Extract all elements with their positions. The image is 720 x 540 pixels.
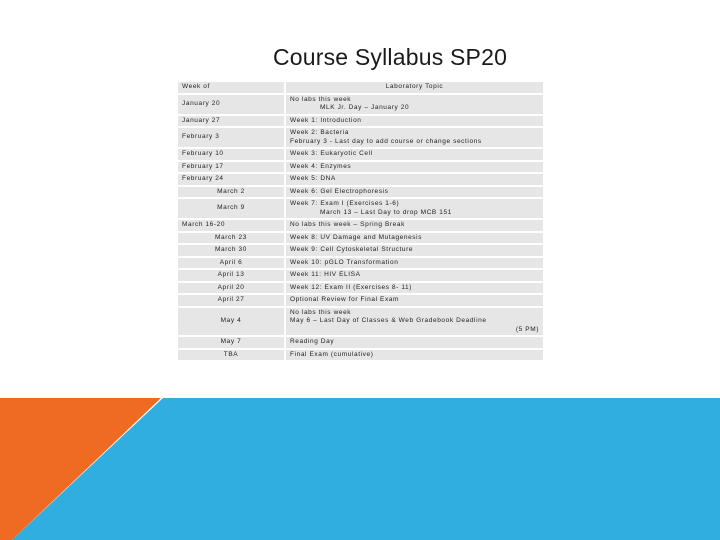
week-cell: May 7 bbox=[178, 337, 284, 348]
table-row bbox=[178, 128, 543, 147]
table-row bbox=[178, 308, 543, 336]
topic-cell: Week 8: UV Damage and Mutagenesis bbox=[286, 233, 543, 244]
table-row bbox=[178, 245, 543, 256]
topic-line: February 3 - Last day to add course or change sections bbox=[290, 137, 482, 145]
table-row bbox=[178, 95, 543, 114]
table-row bbox=[178, 233, 543, 244]
table-row bbox=[178, 174, 543, 185]
topic-cell: Week 3: Eukaryotic Cell bbox=[286, 149, 543, 160]
topic-cell: Final Exam (cumulative) bbox=[286, 350, 543, 361]
table-row bbox=[178, 220, 543, 231]
topic-line: (5 PM) bbox=[515, 325, 539, 333]
page-title: Course Syllabus SP20 bbox=[272, 44, 508, 70]
topic-cell: Week 1: Introduction bbox=[286, 116, 543, 127]
week-cell: January 20 bbox=[178, 95, 284, 114]
table-row bbox=[178, 270, 543, 281]
topic-cell: No labs this week – Spring Break bbox=[286, 220, 543, 231]
week-cell: April 27 bbox=[178, 295, 284, 306]
week-cell: February 24 bbox=[178, 174, 284, 185]
topic-cell: Reading Day bbox=[286, 337, 543, 348]
table-row bbox=[178, 187, 543, 198]
topic-line: March 13 – Last Day to drop MCB 151 bbox=[320, 208, 452, 216]
table-row bbox=[178, 149, 543, 160]
week-cell: TBA bbox=[178, 350, 284, 361]
week-cell: April 6 bbox=[178, 258, 284, 269]
topic-cell bbox=[286, 95, 543, 114]
table-row bbox=[178, 258, 543, 269]
week-cell: March 30 bbox=[178, 245, 284, 256]
topic-cell bbox=[286, 128, 543, 147]
topic-cell: Week 5: DNA bbox=[286, 174, 543, 185]
week-cell: April 13 bbox=[178, 270, 284, 281]
topic-cell bbox=[286, 308, 543, 336]
table-row bbox=[178, 116, 543, 127]
week-cell: March 16-20 bbox=[178, 220, 284, 231]
topic-line: No labs this week bbox=[290, 308, 352, 316]
week-cell: March 2 bbox=[178, 187, 284, 198]
topic-cell: Optional Review for Final Exam bbox=[286, 295, 543, 306]
topic-cell: Week 4: Enzymes bbox=[286, 162, 543, 173]
topic-cell: Week 12: Exam II (Exercises 8- 11) bbox=[286, 283, 543, 294]
table-row bbox=[178, 283, 543, 294]
week-cell: February 17 bbox=[178, 162, 284, 173]
week-cell: March 23 bbox=[178, 233, 284, 244]
syllabus-table bbox=[176, 80, 545, 362]
topic-cell: Week 9: Cell Cytoskeletal Structure bbox=[286, 245, 543, 256]
topic-line: May 6 – Last Day of Classes & Web Gradebook Deadline bbox=[290, 317, 487, 324]
table-row bbox=[178, 295, 543, 306]
table-row bbox=[178, 162, 543, 173]
table-row bbox=[178, 199, 543, 218]
table-header-row bbox=[178, 82, 543, 93]
topic-line: Week 2: Bacteria bbox=[290, 129, 349, 136]
topic-cell: Week 10: pGLO Transformation bbox=[286, 258, 543, 269]
topic-line: No labs this week bbox=[290, 95, 352, 103]
week-cell: March 9 bbox=[178, 199, 284, 218]
week-cell: May 4 bbox=[178, 308, 284, 336]
week-cell: April 20 bbox=[178, 283, 284, 294]
table-row bbox=[178, 350, 543, 361]
topic-cell: Week 11: HIV ELISA bbox=[286, 270, 543, 281]
table-row bbox=[178, 337, 543, 348]
week-cell: January 27 bbox=[178, 116, 284, 127]
week-cell: February 3 bbox=[178, 128, 284, 147]
header-topic: Laboratory Topic bbox=[286, 82, 543, 93]
topic-cell bbox=[286, 199, 543, 218]
topic-line: Week 7: Exam I (Exercises 1-6) bbox=[290, 200, 400, 207]
week-cell: February 10 bbox=[178, 149, 284, 160]
topic-line: MLK Jr. Day – January 20 bbox=[320, 104, 410, 111]
header-week: Week of bbox=[178, 82, 284, 93]
topic-cell: Week 6: Gel Electrophoresis bbox=[286, 187, 543, 198]
